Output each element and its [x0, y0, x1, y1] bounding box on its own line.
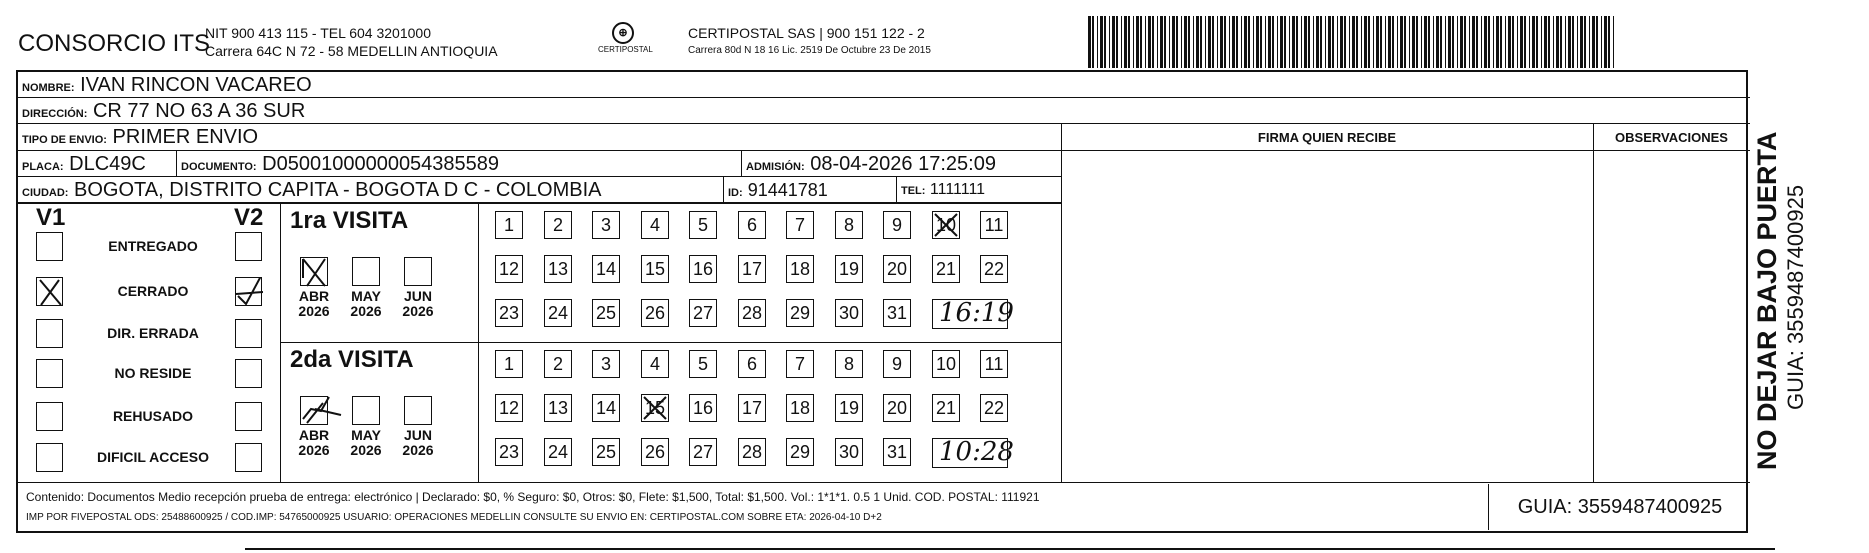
tel-label: TEL:: [901, 185, 926, 197]
day-box-22-visit-1[interactable]: 22: [980, 255, 1008, 283]
month-label-may-1: MAY 2026: [350, 288, 382, 319]
day-box-14-visit-2[interactable]: 14: [592, 394, 620, 422]
v1-checkbox-entregado[interactable]: [36, 232, 63, 261]
visit-time-box-1[interactable]: [932, 298, 1014, 329]
day-x-mark-icon: [641, 394, 669, 422]
nombre-value: IVAN RINCON VACAREO: [80, 74, 312, 96]
month-checkbox-abr-2[interactable]: [300, 396, 328, 425]
row-direccion: [18, 98, 1750, 124]
day-box-11-visit-2[interactable]: 11: [980, 350, 1008, 378]
day-box-9-visit-2[interactable]: 9: [883, 350, 911, 378]
day-box-30-visit-1[interactable]: 30: [835, 299, 863, 327]
bottom-rule: [245, 548, 1775, 550]
v1-checkbox-dir-errada[interactable]: [36, 319, 63, 348]
day-box-30-visit-2[interactable]: 30: [835, 438, 863, 466]
day-box-23-visit-1[interactable]: 23: [495, 299, 523, 327]
tel-value: 1111111: [929, 181, 986, 198]
day-box-4-visit-1[interactable]: 4: [641, 211, 669, 239]
side-warning: NO DEJAR BAJO PUERTA: [1752, 131, 1782, 470]
day-box-31-visit-2[interactable]: 31: [883, 438, 911, 466]
day-box-7-visit-1[interactable]: 7: [786, 211, 814, 239]
day-box-28-visit-2[interactable]: 28: [738, 438, 766, 466]
side-guia: GUIA: 3559487400925: [1783, 184, 1808, 410]
company-name: CONSORCIO ITS: [18, 30, 211, 57]
certipostal-sub: Carrera 80d N 18 16 Lic. 2519 De Octubre 23 De 2015: [688, 45, 931, 56]
day-box-1-visit-1[interactable]: 1: [495, 211, 523, 239]
status-label-entregado: ENTREGADO: [108, 238, 198, 254]
v1-checkbox-cerrado[interactable]: [36, 277, 63, 306]
id-label: ID:: [728, 187, 743, 199]
logo-text: CERTIPOSTAL: [598, 45, 653, 54]
certipostal-logo: [598, 22, 653, 62]
v2-checkbox-no-reside[interactable]: [235, 359, 262, 388]
v2-checkbox-cerrado[interactable]: [235, 277, 262, 306]
day-box-26-visit-1[interactable]: 26: [641, 299, 669, 327]
day-box-17-visit-1[interactable]: 17: [738, 255, 766, 283]
v2-checkbox-dificil-acceso[interactable]: [235, 443, 262, 472]
v1-label: V1: [36, 204, 66, 231]
documento-value: D05001000000054385589: [262, 153, 500, 175]
visit-time-box-2[interactable]: [932, 437, 1014, 468]
tipo-value: PRIMER ENVIO: [112, 126, 259, 148]
day-box-12-visit-2[interactable]: 12: [495, 394, 523, 422]
day-box-5-visit-2[interactable]: 5: [689, 350, 717, 378]
v2-label: V2: [234, 204, 264, 231]
v2-checkbox-entregado[interactable]: [235, 232, 262, 261]
day-box-17-visit-2[interactable]: 17: [738, 394, 766, 422]
month-checkbox-jun-1[interactable]: [404, 257, 432, 286]
day-box-21-visit-1[interactable]: 21: [932, 255, 960, 283]
month-checkbox-may-2[interactable]: [352, 396, 380, 425]
day-box-8-visit-1[interactable]: 8: [835, 211, 863, 239]
guia-number: GUIA: 3559487400925: [1488, 484, 1751, 530]
visit-time-value-2: 10:28: [939, 437, 1014, 467]
day-box-15-visit-1[interactable]: 15: [641, 255, 669, 283]
day-box-8-visit-2[interactable]: 8: [835, 350, 863, 378]
status-label-cerrado: CERRADO: [117, 283, 189, 299]
admision-label: ADMISIÓN:: [746, 161, 805, 173]
status-label-no-reside: NO RESIDE: [114, 365, 192, 381]
v1-checkbox-dificil-acceso[interactable]: [36, 443, 63, 472]
x-mark-icon: [301, 258, 329, 287]
month-checkbox-jun-2[interactable]: [404, 396, 432, 425]
v1-checkbox-rehusado[interactable]: [36, 402, 63, 431]
status-label-dificil-acceso: DIFICIL ACCESO: [96, 449, 209, 465]
firma-header: FIRMA QUIEN RECIBE: [1257, 130, 1397, 145]
logo-icon: ⊕: [612, 22, 634, 44]
day-box-2-visit-2[interactable]: 2: [544, 350, 572, 378]
day-box-13-visit-2[interactable]: 13: [544, 394, 572, 422]
day-box-5-visit-1[interactable]: 5: [689, 211, 717, 239]
day-box-3-visit-2[interactable]: 3: [592, 350, 620, 378]
day-box-12-visit-1[interactable]: 12: [495, 255, 523, 283]
day-box-3-visit-1[interactable]: 3: [592, 211, 620, 239]
day-box-21-visit-2[interactable]: 21: [932, 394, 960, 422]
visit-title-2: 2da VISITA: [290, 346, 414, 373]
check-mark-icon: [236, 278, 263, 307]
tel-cell: [896, 177, 985, 203]
day-box-20-visit-1[interactable]: 20: [883, 255, 911, 283]
address-line: Carrera 64C N 72 - 58 MEDELLIN ANTIOQUIA: [205, 43, 498, 59]
status-label-dir-errada: DIR. ERRADA: [107, 325, 199, 341]
day-box-4-visit-2[interactable]: 4: [641, 350, 669, 378]
company-info: [205, 24, 498, 60]
certipostal-line: CERTIPOSTAL SAS | 900 151 122 - 2: [688, 25, 925, 41]
day-box-9-visit-1[interactable]: 9: [883, 211, 911, 239]
v1-checkbox-no-reside[interactable]: [36, 359, 63, 388]
day-box-26-visit-2[interactable]: 26: [641, 438, 669, 466]
month-label-abr-1: ABR 2026: [298, 288, 330, 319]
documento-label: DOCUMENTO:: [181, 161, 257, 173]
visit-time-value-1: 16:19: [939, 298, 1014, 328]
day-box-10-visit-1[interactable]: 10: [932, 211, 960, 239]
certipostal-info: [688, 24, 931, 60]
month-label-may-2: MAY 2026: [350, 427, 382, 458]
barcode-image: [1088, 16, 1615, 68]
direccion-label: DIRECCIÓN:: [22, 108, 88, 120]
day-box-27-visit-2[interactable]: 27: [689, 438, 717, 466]
day-box-6-visit-1[interactable]: 6: [738, 211, 766, 239]
x-mark-icon: [37, 278, 64, 307]
day-box-13-visit-1[interactable]: 13: [544, 255, 572, 283]
day-box-2-visit-1[interactable]: 2: [544, 211, 572, 239]
day-box-27-visit-1[interactable]: 27: [689, 299, 717, 327]
v2-checkbox-rehusado[interactable]: [235, 402, 262, 431]
day-box-6-visit-2[interactable]: 6: [738, 350, 766, 378]
day-box-18-visit-1[interactable]: 18: [786, 255, 814, 283]
admision-value: 08-04-2026 17:25:09: [810, 153, 996, 175]
day-box-25-visit-2[interactable]: 25: [592, 438, 620, 466]
day-x-mark-icon: [932, 211, 960, 239]
day-box-24-visit-1[interactable]: 24: [544, 299, 572, 327]
day-box-31-visit-1[interactable]: 31: [883, 299, 911, 327]
month-label-abr-2: ABR 2026: [298, 427, 330, 458]
day-box-18-visit-2[interactable]: 18: [786, 394, 814, 422]
month-checkbox-abr-1[interactable]: [300, 257, 328, 286]
observaciones-header: OBSERVACIONES: [1615, 130, 1728, 145]
day-box-19-visit-2[interactable]: 19: [835, 394, 863, 422]
ciudad-value: BOGOTA, DISTRITO CAPITA - BOGOTA D C - COLOMBIA: [74, 179, 602, 201]
day-box-23-visit-2[interactable]: 23: [495, 438, 523, 466]
day-box-7-visit-2[interactable]: 7: [786, 350, 814, 378]
day-box-16-visit-2[interactable]: 16: [689, 394, 717, 422]
footer-content: Contenido: Documentos Medio recepción prueba de entrega: electrónico | Declarado: $0, % Seguro: $0, Otros: $0, Flete: $1,500, Total: $1,500. Vol.: 1*1*1. 0.5 1 Unid. COD. POSTAL: 111921: [26, 490, 1040, 504]
day-box-16-visit-1[interactable]: 16: [689, 255, 717, 283]
day-box-25-visit-1[interactable]: 25: [592, 299, 620, 327]
month-label-jun-1: JUN 2026: [402, 288, 434, 319]
row-tipo: [18, 124, 1061, 150]
day-box-1-visit-2[interactable]: 1: [495, 350, 523, 378]
row-nombre: [18, 72, 1750, 98]
admision-cell: [741, 151, 996, 177]
documento-cell: [176, 151, 499, 177]
tipo-label: TIPO DE ENVIO:: [22, 134, 107, 146]
day-box-15-visit-2[interactable]: 15: [641, 394, 669, 422]
footer-imp: IMP POR FIVEPOSTAL ODS: 25488600925 / COD.IMP: 54765000925 USUARIO: OPERACIONES MEDELLIN CONSULTE SU ENVIO EN: CERTIPOSTAL.COM SOBRE ETA: 2026-04-10 D+2: [26, 512, 882, 523]
day-box-19-visit-1[interactable]: 19: [835, 255, 863, 283]
label-frame: [16, 70, 1748, 533]
id-cell: [723, 177, 828, 203]
direccion-value: CR 77 NO 63 A 36 SUR: [92, 100, 306, 122]
placa-label: PLACA:: [22, 161, 64, 173]
day-box-28-visit-1[interactable]: 28: [738, 299, 766, 327]
placa-value: DLC49C: [69, 153, 146, 175]
nombre-label: NOMBRE:: [22, 82, 75, 94]
id-value: 91441781: [747, 180, 828, 200]
day-box-24-visit-2[interactable]: 24: [544, 438, 572, 466]
ciudad-label: CIUDAD:: [22, 187, 69, 199]
visit-title-1: 1ra VISITA: [290, 207, 409, 234]
day-box-20-visit-2[interactable]: 20: [883, 394, 911, 422]
day-box-11-visit-1[interactable]: 11: [980, 211, 1008, 239]
day-box-14-visit-1[interactable]: 14: [592, 255, 620, 283]
nit-line: NIT 900 413 115 - TEL 604 3201000: [205, 25, 431, 41]
day-box-29-visit-1[interactable]: 29: [786, 299, 814, 327]
month-label-jun-2: JUN 2026: [402, 427, 434, 458]
day-box-29-visit-2[interactable]: 29: [786, 438, 814, 466]
v2-checkbox-dir-errada[interactable]: [235, 319, 262, 348]
status-label-rehusado: REHUSADO: [112, 408, 194, 424]
day-box-22-visit-2[interactable]: 22: [980, 394, 1008, 422]
day-box-10-visit-2[interactable]: 10: [932, 350, 960, 378]
month-checkbox-may-1[interactable]: [352, 257, 380, 286]
